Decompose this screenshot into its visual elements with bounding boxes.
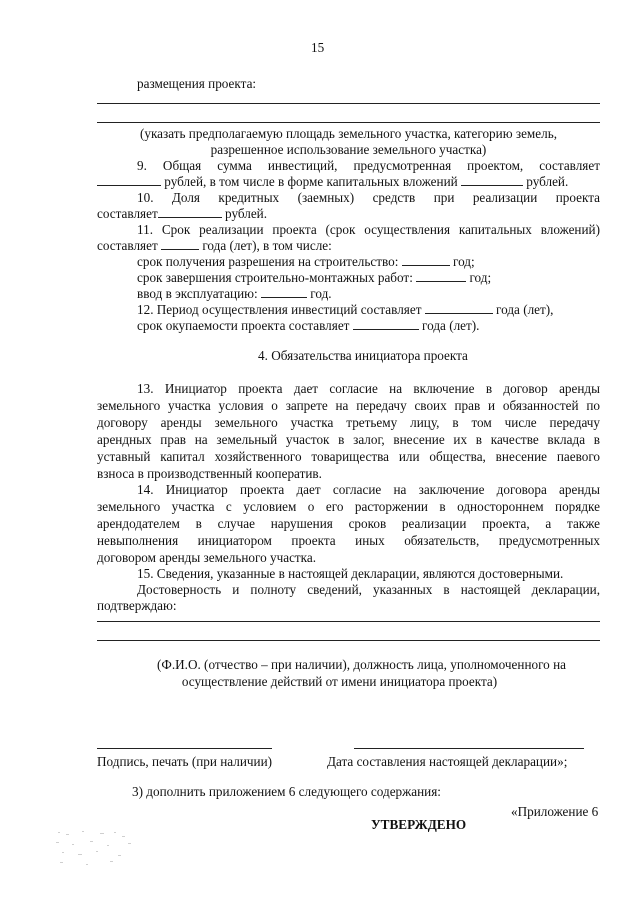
- payback-unit: года (лет).: [422, 318, 480, 333]
- blank-field: [353, 318, 419, 330]
- intro-line: размещения проекта:: [137, 76, 257, 91]
- item-14-line: невыполнения инициатором проекта иных обязательств, предусмотренных: [97, 533, 600, 548]
- date-label: Дата составления настоящей декларации»;: [327, 754, 568, 769]
- section-title: 4. Обязательства инициатора проекта: [258, 348, 468, 363]
- commission-label: ввод в эксплуатацию:: [137, 286, 258, 301]
- item-12-label: 12. Период осуществления инвестиций составляет: [137, 302, 422, 317]
- blank-field: [425, 302, 493, 314]
- page-number: 15: [311, 40, 325, 55]
- person-hint-line: (Ф.И.О. (отчество – при наличии), должность лица, уполномоченного на: [157, 657, 566, 672]
- blank-field: [261, 286, 307, 298]
- item-11-suffix: года (лет), в том числе:: [202, 238, 332, 253]
- item-14-line: 14. Инициатор проекта дает согласие на заключение договора аренды: [137, 482, 600, 497]
- signature-line: [97, 748, 272, 749]
- person-hint-line: осуществление действий от имени инициатора проекта): [181, 674, 498, 689]
- item-14-line: арендодателем в случае нарушения сроков реализации проекта, а также: [97, 516, 600, 531]
- item-11-value: [97, 238, 332, 254]
- payback-line: [137, 318, 479, 334]
- item-12-line: [137, 302, 553, 318]
- construction-term: [137, 270, 491, 286]
- item-11-prefix: составляет: [97, 238, 158, 253]
- area-hint-line: (указать предполагаемую площадь земельного участка, категорию земель,: [139, 126, 558, 141]
- item-9-part-a: рублей, в том числе в форме капитальных вложений: [164, 174, 458, 189]
- permit-label: срок получения разрешения на строительство:: [137, 254, 399, 269]
- signature-label: Подпись, печать (при наличии): [97, 754, 273, 769]
- item-9-part-b: рублей.: [526, 174, 569, 189]
- item-13-line: договору аренды земельного участка третьему лицу, в том числе передачу: [97, 415, 600, 430]
- item-14-line: договором аренды земельного участка.: [97, 550, 317, 565]
- confirm-line: подтверждаю:: [97, 598, 177, 613]
- item-13-line: арендных прав на земельный участок в залог, внесение их в качестве вклада в: [97, 432, 600, 447]
- fill-line: [97, 122, 600, 123]
- item-13-line: 13. Инициатор проекта дает согласие на включение в договор аренды: [137, 381, 600, 396]
- item-13-line: земельного участка условия о запрете на передачу своих прав и обязанностей по: [97, 398, 600, 413]
- item-14-line: земельного участка с условием о его расторжении в одностороннем порядке: [97, 499, 600, 514]
- blank-field: [461, 174, 523, 186]
- item-10-value: [97, 206, 267, 222]
- item-15-line: 15. Сведения, указанные в настоящей декларации, являются достоверными.: [137, 566, 564, 581]
- construction-unit: год;: [469, 270, 492, 285]
- blank-field: [402, 254, 450, 266]
- item-10-line: 10. Доля кредитных (заемных) средств при реализации проекта: [137, 190, 600, 205]
- approved-label: УТВЕРЖДЕНО: [371, 817, 467, 832]
- permit-term: [137, 254, 475, 270]
- appendix-label: «Приложение 6: [511, 804, 599, 819]
- construction-label: срок завершения строительно-монтажных работ:: [137, 270, 413, 285]
- blank-field: [416, 270, 466, 282]
- item-11-line: 11. Срок реализации проекта (срок осуществления капитальных вложений): [137, 222, 600, 237]
- item-9-line: 9. Общая сумма инвестиций, предусмотренная проектом, составляет: [137, 158, 600, 173]
- commission-unit: год.: [310, 286, 332, 301]
- item-9-amounts: [97, 174, 568, 190]
- commission-term: [137, 286, 332, 302]
- blank-field: [158, 206, 222, 218]
- fill-line: [97, 640, 600, 641]
- scan-noise: [52, 828, 142, 870]
- fill-line: [97, 103, 600, 104]
- permit-unit: год;: [453, 254, 475, 269]
- item-13-line: взноса в производственный кооператив.: [97, 466, 322, 481]
- item-12-unit: года (лет),: [496, 302, 554, 317]
- date-line: [354, 748, 584, 749]
- item-13-line: уставный капитал хозяйственного товарищества или общества, внесение паевого: [97, 449, 600, 464]
- area-hint-line: разрешенное использование земельного участка): [210, 142, 487, 157]
- payback-label: срок окупаемости проекта составляет: [137, 318, 350, 333]
- item-10-suffix: рублей.: [225, 206, 268, 221]
- item-3-line: 3) дополнить приложением 6 следующего содержания:: [132, 784, 441, 799]
- blank-field: [97, 174, 161, 186]
- item-10-prefix: составляет: [97, 206, 158, 221]
- confirm-line: Достоверность и полноту сведений, указанных в настоящей декларации,: [137, 582, 600, 597]
- fill-line: [97, 621, 600, 622]
- blank-field: [161, 238, 199, 250]
